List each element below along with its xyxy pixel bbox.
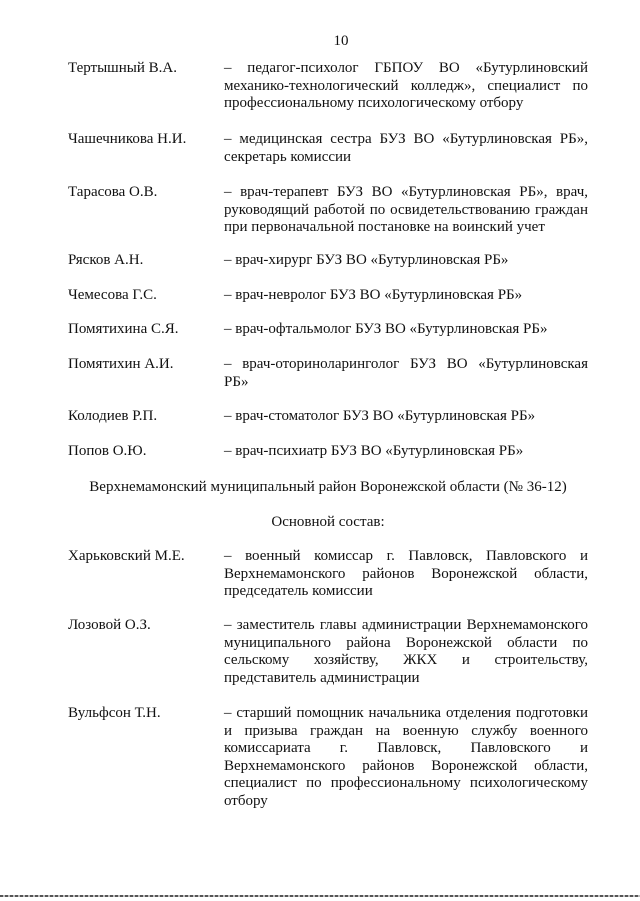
member-name: Рясков А.Н. [68,252,144,268]
page-number: 10 [333,33,349,49]
member-role: – врач-хирург БУЗ ВО «Бутурлиновская РБ» [224,252,509,268]
member-role: – врач-офтальмолог БУЗ ВО «Бутурлиновская РБ» [224,321,548,337]
member-name: Попов О.Ю. [68,443,147,459]
member-name: Вульфсон Т.Н. [68,705,161,721]
member-name: Лозовой О.З. [68,617,151,633]
member-name: Чашечникова Н.И. [68,131,187,147]
district-heading: Верхнемамонский муниципальный район Воронежской области (№ 36-12) [89,479,567,495]
member-role: – врач-невролог БУЗ ВО «Бутурлиновская РБ» [224,287,523,303]
member-role: – медицинская сестра БУЗ ВО «Бутурлиновская РБ», секретарь комиссии [224,131,588,165]
member-role: – врач-стоматолог БУЗ ВО «Бутурлиновская РБ» [224,408,536,424]
composition-heading: Основной состав: [271,514,385,530]
member-role: – заместитель главы администрации Верхнемамонского муниципального района Воронежской области по сельскому хозяйству, ЖКХ и строительству, представитель администрации [224,617,588,686]
member-role: – врач-психиатр БУЗ ВО «Бутурлиновская РБ» [224,443,524,459]
member-role: – военный комиссар г. Павловск, Павловского и Верхнемамонского районов Воронежской области, председатель комиссии [224,548,588,599]
member-name: Тарасова О.В. [68,184,158,200]
page-bottom-edge [0,895,640,897]
member-role: – педагог-психолог ГБПОУ ВО «Бутурлиновский механико-технологический колледж», специалист по профессиональному психологическому отбору [224,60,588,111]
member-name: Колодиев Р.П. [68,408,158,424]
member-name: Помятихин А.И. [68,356,174,372]
member-name: Чемесова Г.С. [68,287,157,303]
member-role: – врач-терапевт БУЗ ВО «Бутурлиновская РБ», врач, руководящий работой по освидетельствованию граждан при первоначальной постановке на воинский учет [224,184,588,235]
member-role: – старший помощник начальника отделения подготовки и призыва граждан на военную службу военного комиссариата г. Павловск, Павловского и Верхнемамонского районов Воронежской области, специалист по профессиональному психологическому отбору [224,705,588,809]
member-name: Помятихина С.Я. [68,321,179,337]
member-name: Тертышный В.А. [68,60,177,76]
member-role: – врач-оториноларинголог БУЗ ВО «Бутурлиновская РБ» [224,356,588,390]
member-name: Харьковский М.Е. [68,548,185,564]
